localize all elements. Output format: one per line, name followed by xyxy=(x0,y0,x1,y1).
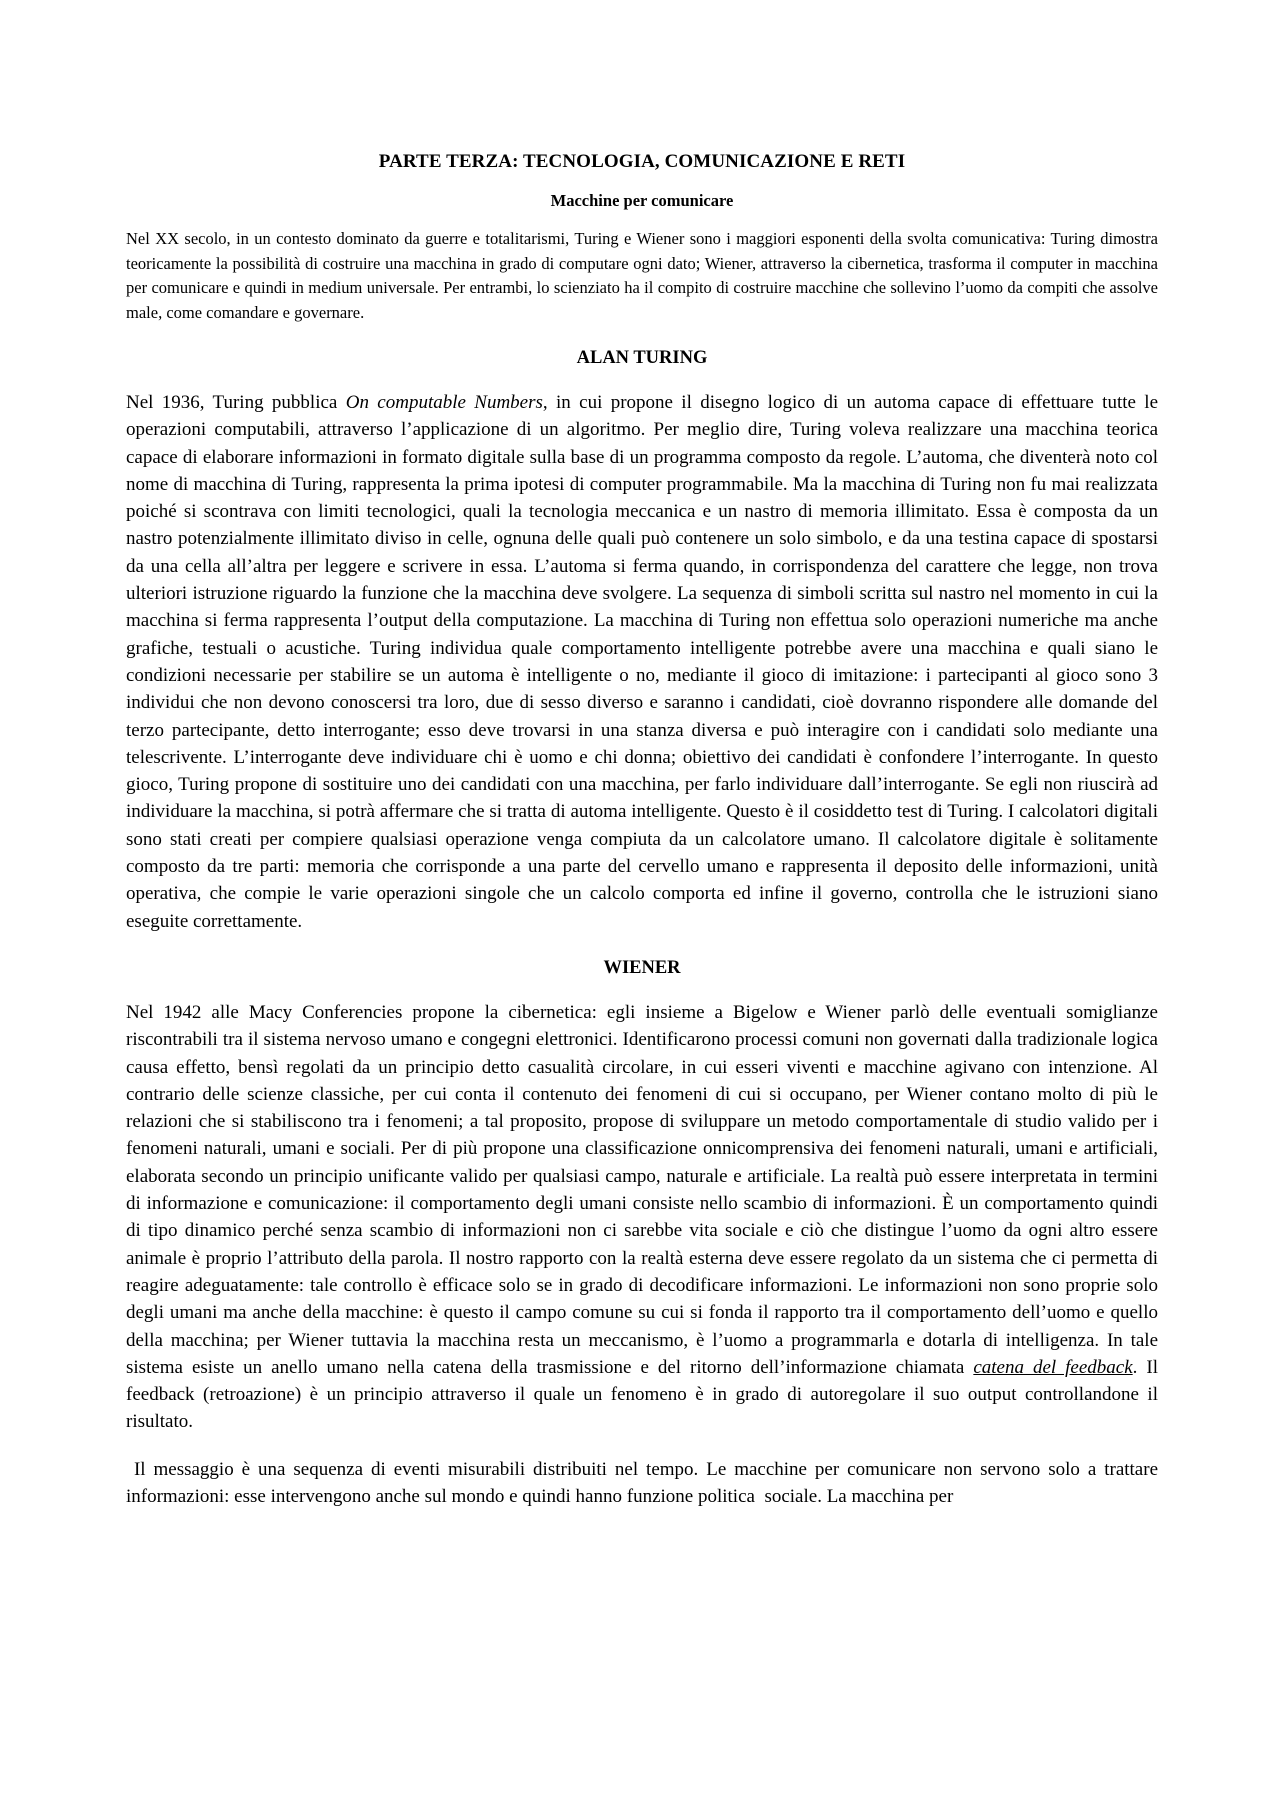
work-title: On computable Numbers xyxy=(345,392,543,413)
wiener-heading: WIENER xyxy=(603,957,681,978)
wiener-paragraph xyxy=(126,999,1158,1436)
section-subtitle: Macchine per comunicare xyxy=(550,191,734,210)
feedback-chain-link[interactable]: catena del feedback xyxy=(973,1356,1133,1378)
intro-paragraph: Nel XX secolo, in un contesto dominato da guerre e totalitarismi, Turing e Wiener sono i maggiori esponenti della svolta comunicativa: Turing dimostra teoricamente la possibilità di costruire una macchina in grado di computare ogni dato; Wiener, attraverso la cibernetica, trasforma il computer in macchina per comunicare e quindi in medium universale. Per entrambi, lo scienziato ha il compito di costruire macchine che sollevino l’uomo da compiti che assolve male, come comandare e governare. xyxy=(126,229,1158,322)
turing-heading: ALAN TURING xyxy=(576,348,708,368)
wiener-paragraph-2: Il messaggio è una sequenza di eventi misurabili distribuiti nel tempo. Le macchine per comunicare non servono solo a trattare informazioni: esse intervengono anche sul mondo e quindi hanno funzione politica sociale. La macchina per xyxy=(126,1458,1163,1507)
page-content xyxy=(126,148,1163,1530)
turing-paragraph xyxy=(126,389,1158,935)
page-title: PARTE TERZA: TECNOLOGIA, COMUNICAZIONE E RETI xyxy=(378,151,906,172)
turing-text-start: Nel 1936, Turing pubblica xyxy=(126,392,346,413)
wiener-text-start: Nel 1942 alle Macy Conferencies propone la cibernetica: egli insieme a Bigelow e Wiener parlò delle eventuali somiglianze riscontrabili tra il sistema nervoso umano e congegni elettronici. Identificarono processi comuni non governati dalla tradizionale logica causa effetto, bensì regolati da un principio detto casualità circolare, in cui esseri viventi e macchine agivano con intenzione. Al contrario delle scienze classiche, per cui conta il contenuto dei fenomeni di cui si occupano, per Wiener contano molto di più le relazioni che si stabiliscono tra i fenomeni; a tal proposito, propose di sviluppare un metodo comportamentale di studio valido per i fenomeni naturali, umani e sociali. Per di più propone una classificazione onnicomprensiva dei fenomeni naturali, umani e artificiali, elaborata secondo un principio unificante valido per qualsiasi campo, naturale e artificiale. La realtà può essere interpretata in termini di informazione e comunicazione: il comportamento degli umani consiste nello scambio di informazioni. È un comportamento quindi di tipo dinamico perché senza scambio di informazioni non ci sarebbe vita sociale e ciò che distingue l’uomo da ogni altro essere animale è proprio l’attributo della parola. Il nostro rapporto con la realtà esterna deve essere regolato da un sistema che ci permetta di reagire adeguatamente: tale controllo è efficace solo se in grado di decodificare informazioni. Le informazioni non sono proprie solo degli umani ma anche della macchine: è questo il campo comune su cui si fonda il rapporto tra il comportamento dell’uomo e quello della macchina; per Wiener tuttavia la macchina resta un meccanismo, è l’uomo a programmarla e dotarla di intelligenza. In tale sistema esiste un anello umano nella catena della trasmissione e del ritorno dell’informazione chiamata xyxy=(126,1001,1158,1378)
wiener-text-rest: . Il feedback (retroazione) è un principio attraverso il quale un fenomeno è in grado di autoregolare il suo output controllandone il risultato. xyxy=(126,1356,1159,1433)
turing-text-rest: , in cui propone il disegno logico di un automa capace di effettuare tutte le operazioni computabili, attraverso l’applicazione di un algoritmo. Per meglio dire, Turing voleva realizzare una macchina teorica capace di elaborare informazioni in formato digitale sulla base di un programma composto da regole. L’automa, che diventerà noto col nome di macchina di Turing, rappresenta la prima ipotesi di computer programmabile. Ma la macchina di Turing non fu mai realizzata poiché si scontrava con limiti tecnologici, quali la tecnologia meccanica e un nastro di memoria illimitato. Essa è composta da un nastro potenzialmente illimitato diviso in celle, ognuna delle quali può contenere un solo simbolo, e da una testina capace di spostarsi da una cella all’altra per leggere e scrivere in essa. L’automa si ferma quando, in corrispondenza del carattere che legge, non trova ulteriori istruzione riguardo la funzione che la macchina deve svolgere. La sequenza di simboli scritta sul nastro nel momento in cui la macchina si ferma rappresenta l’output della computazione. La macchina di Turing non effettua solo operazioni numeriche ma anche grafiche, testuali o acustiche. Turing individua quale comportamento intelligente potrebbe avere una macchina e quali siano le condizioni necessarie per stabilire se un automa è intelligente o no, mediante il gioco di imitazione: i partecipanti al gioco sono 3 individui che non devono conoscersi tra loro, due di sesso diverso e saranno i candidati, cioè dovranno rispondere alle domande del terzo partecipante, detto interrogante; esso deve trovarsi in una stanza diversa e può interagire con i candidati solo mediante una telescrivente. L’interrogante deve individuare chi è uomo e chi donna; obiettivo dei candidati è confondere l’interrogante. In questo gioco, Turing propone di sostituire uno dei candidati con una macchina, per farlo individuare dall’interrogante. Se egli non riuscirà ad individuare la macchina, si potrà affermare che si tratta di automa intelligente. Questo è il cosiddetto test di Turing. I calcolatori digitali sono stati creati per compiere qualsiasi operazione venga compiuta da un calcolatore umano. Il calcolatore digitale è solitamente composto da tre parti: memoria che corrisponde a una parte del cervello umano e rappresenta il deposito delle informazioni, unità operativa, che compie le varie operazioni singole che un calcolo comporta ed infine il governo, controlla che le istruzioni siano eseguite correttamente. xyxy=(126,392,1159,932)
